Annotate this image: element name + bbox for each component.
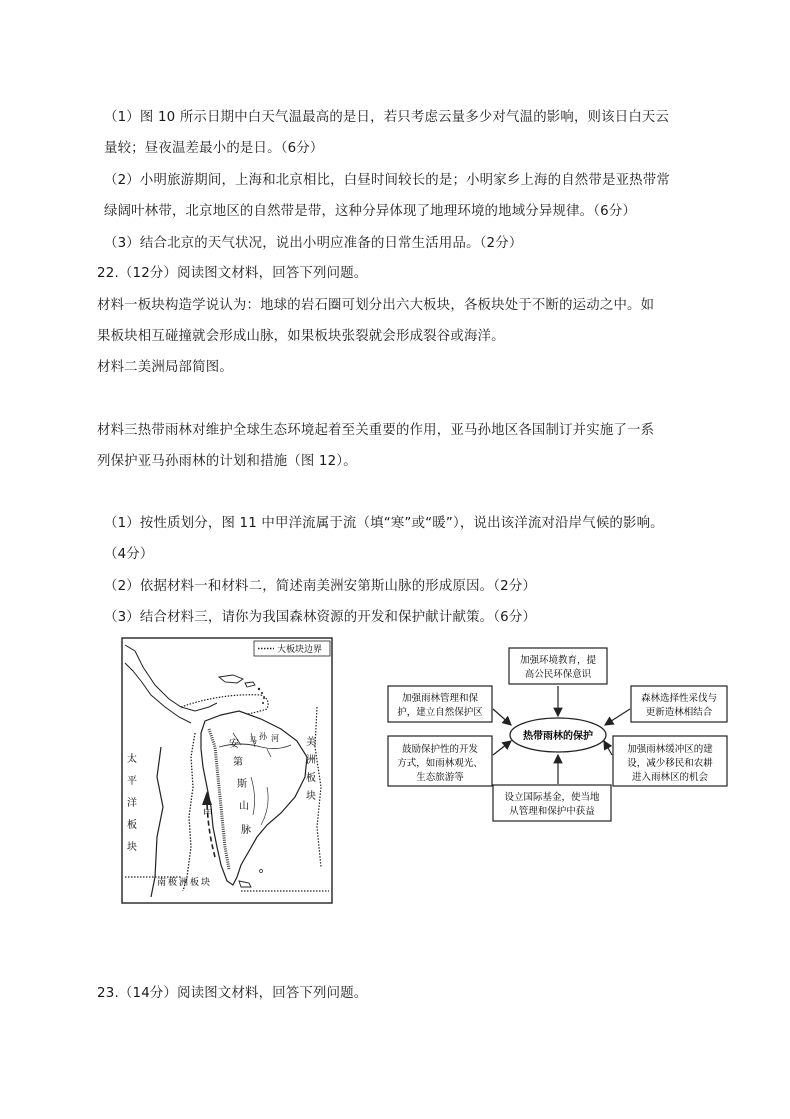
svg-text:进入雨林区的机会: 进入雨林区的机会: [631, 772, 709, 783]
svg-text:河: 河: [271, 734, 279, 743]
material-3-line1: 材料三热带雨林对维护全球生态环境起着至关重要的作用，亚马孙地区各国制订并实施了一系: [97, 423, 655, 438]
box-buffer-zone: [613, 736, 727, 786]
svg-text:洲: 洲: [306, 755, 316, 766]
svg-text:平: 平: [127, 776, 137, 787]
q21-part2-line1: （2）小明旅游期间，上海和北京相比，白昼时间较长的是；小明家乡上海的自然带是亚热带常: [104, 173, 670, 188]
svg-text:斯: 斯: [237, 779, 247, 790]
q21-part1-line2: 量较；昼夜温差最小的是日。（6分）: [104, 141, 324, 156]
q22-part2: （2）依据材料一和材料二，简述南美洲安第斯山脉的形成原因。（2分）: [104, 579, 537, 594]
svg-text:美: 美: [306, 737, 316, 748]
svg-text:护，建立自然保护区: 护，建立自然保护区: [397, 707, 483, 718]
box-nature-reserve: [388, 686, 492, 722]
svg-text:马: 马: [249, 736, 257, 745]
material-1-line1: 材料一板块构造学说认为：地球的岩石圈可划分出六大板块，各板块处于不断的运动之中。如: [97, 298, 655, 313]
rainforest-protection-diagram: [385, 645, 730, 825]
q22-heading: 22.（12分）阅读图文材料，回答下列问题。: [97, 266, 368, 281]
svg-text:洋: 洋: [127, 798, 137, 809]
box-eco-tourism: [388, 736, 492, 786]
svg-text:加强雨林缓冲区的建: 加强雨林缓冲区的建: [627, 744, 713, 755]
svg-text:第: 第: [233, 757, 243, 768]
svg-text:脉: 脉: [241, 825, 251, 836]
box-environment-education: [509, 648, 607, 684]
svg-text:设立国际基金，使当地: 设立国际基金，使当地: [504, 792, 600, 803]
legend-label: 大板块边界: [277, 645, 323, 655]
svg-text:安: 安: [229, 739, 239, 750]
svg-text:孙: 孙: [259, 732, 267, 741]
svg-text:森林选择性采伐与: 森林选择性采伐与: [640, 693, 718, 704]
svg-text:高公民环保意识: 高公民环保意识: [524, 669, 592, 680]
svg-text:设，减少移民和农耕: 设，减少移民和农耕: [627, 758, 713, 769]
svg-text:太: 太: [127, 754, 137, 765]
svg-text:从管理和保护中获益: 从管理和保护中获益: [509, 806, 595, 817]
antarctic-plate-label: 南极洲板块: [157, 878, 213, 888]
q21-part1-line1: （1）图 10 所示日期中白天气温最高的是日，若只考虑云量多少对气温的影响，则该日白天云: [104, 110, 670, 125]
svg-text:块: 块: [306, 791, 316, 802]
svg-text:板: 板: [306, 773, 316, 784]
svg-text:更新造林相结合: 更新造林相结合: [645, 707, 713, 718]
current-label: 甲: [203, 809, 213, 820]
q23-heading: 23.（14分）阅读图文材料，回答下列问题。: [97, 986, 368, 1001]
svg-text:块: 块: [127, 842, 137, 853]
svg-text:方式，如雨林观光、: 方式，如雨林观光、: [397, 758, 483, 769]
svg-text:生态旅游等: 生态旅游等: [416, 772, 464, 783]
svg-text:鼓励保护性的开发: 鼓励保护性的开发: [401, 744, 479, 755]
svg-text:加强环境教育，提: 加强环境教育，提: [519, 655, 597, 666]
q21-part3: （3）结合北京的天气状况，说出小明应准备的日常生活用品。（2分）: [104, 236, 523, 251]
box-international-fund: [493, 785, 611, 821]
material-3-line2: 列保护亚马孙雨林的计划和措施（图 12）。: [97, 454, 357, 469]
svg-text:板: 板: [127, 820, 137, 831]
south-america-plate-map: [121, 637, 333, 904]
q22-part1-line1: （1）按性质划分，图 11 中甲洋流属于流（填“寒”或“暖”），说出该洋流对沿岸气候的影响。: [104, 516, 664, 531]
q21-part2-line2: 绿阔叶林带，北京地区的自然带是带，这种分异体现了地理环境的地域分异规律。（6分）: [104, 204, 637, 219]
material-2: 材料二美洲局部简图。: [97, 360, 233, 375]
q22-part3: （3）结合材料三，请你为我国森林资源的开发和保护献计献策。（6分）: [104, 610, 537, 625]
svg-text:山: 山: [239, 801, 249, 812]
center-label: 热带雨林的保护: [523, 731, 593, 742]
q22-part1-line2: （4分）: [104, 547, 154, 562]
svg-text:加强雨林管理和保: 加强雨林管理和保: [401, 693, 479, 704]
box-selective-logging: [631, 686, 727, 722]
material-1-line2: 果板块相互碰撞就会形成山脉，如果板块张裂就会形成裂谷或海洋。: [97, 329, 505, 344]
